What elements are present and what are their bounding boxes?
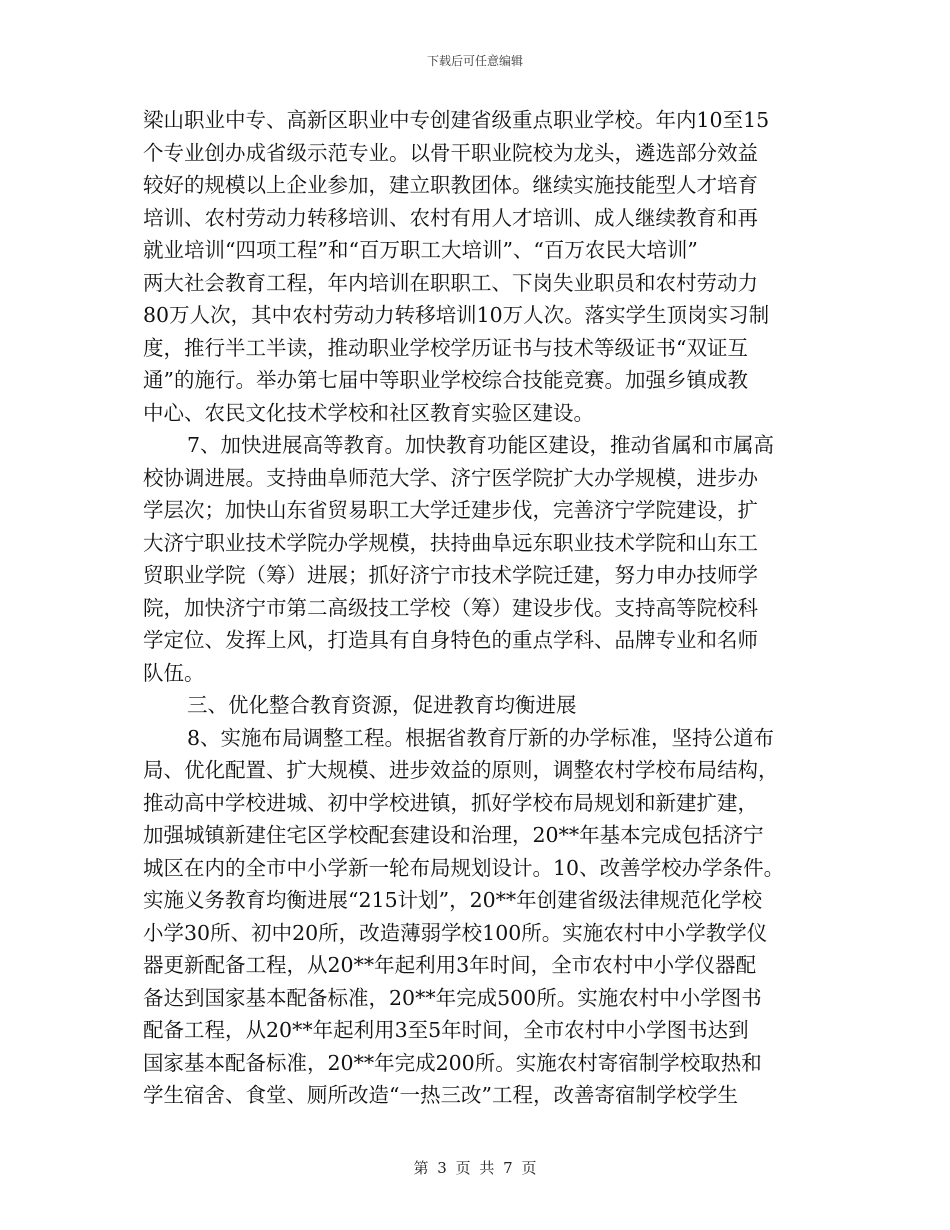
text-line: 配备工程，从20**年起利用3至5年时间，全市农村中小学图书达到 xyxy=(143,1018,749,1042)
text-line: 就业培训“四项工程”和“百万职工大培训”、“百万农民大培训” xyxy=(143,238,698,262)
text-line: 学层次；加快山东省贸易职工大学迁建步伐，完善济宁学院建设，扩 xyxy=(143,498,758,522)
text-line: 学生宿舍、食堂、厕所改造“一热三改”工程，改善寄宿制学校学生 xyxy=(143,1083,738,1107)
page-header: 下载后可任意编辑 xyxy=(426,54,523,68)
document-body xyxy=(143,104,807,1112)
text-line: 备达到国家基本配备标准，20**年完成500所。实施农村中小学图书 xyxy=(143,985,762,1010)
text-line: 国家基本配备标准，20**年完成200所。实施农村寄宿制学校取热和 xyxy=(143,1050,762,1075)
page-footer: 第 3 页 共 7 页 xyxy=(413,1159,537,1177)
text-line: 中心、农民文化技术学校和社区教育实验区建设。 xyxy=(143,400,594,425)
text-line: 两大社会教育工程，年内培训在职职工、下岗失业职员和农村劳动力 xyxy=(143,270,758,295)
text-line: 小学30所、初中20所，改造薄弱学校100所。实施农村中小学教学仪 xyxy=(143,920,768,945)
text-line: 个专业创办成省级示范专业。以骨干职业院校为龙头，遴选部分效益 xyxy=(143,140,758,165)
text-line: 较好的规模以上企业参加，建立职教团体。继续实施技能型人才培育 xyxy=(143,173,758,197)
text-line: 队伍。 xyxy=(143,660,205,685)
text-line: 城区在内的全市中小学新一轮布局规划设计。10、改善学校办学条件。 xyxy=(143,855,785,880)
text-line: 推动高中学校进城、初中学校进镇，抓好学校布局规划和新建扩建， xyxy=(143,790,758,815)
paragraph-start: 7、加快进展高等教育。加快教育功能区建设，推动省属和市属高 xyxy=(187,433,775,457)
text-line: 80万人次，其中农村劳动力转移培训10万人次。落实学生顶岗实习制 xyxy=(143,303,770,327)
text-line: 度，推行半工半读，推动职业学校学历证书与技术等级证书“双证互 xyxy=(143,335,748,360)
section-heading: 三、优化整合教育资源，促进教育均衡进展 xyxy=(187,693,577,717)
text-line: 器更新配备工程，从20**年起利用3年时间，全市农村中小学仪器配 xyxy=(143,953,757,977)
text-line: 贸职业学院（筹）进展；抓好济宁市技术学院迁建，努力申办技师学 xyxy=(143,563,758,587)
text-line: 局、优化配置、扩大规模、进步效益的原则，调整农村学校布局结构， xyxy=(143,758,779,782)
text-line: 大济宁职业技术学院办学规模，扶持曲阜远东职业技术学院和山东工 xyxy=(143,530,758,555)
text-line: 通”的施行。举办第七届中等职业学校综合技能竞赛。加强乡镇成教 xyxy=(143,368,748,392)
text-line: 校协调进展。支持曲阜师范大学、济宁医学院扩大办学规模，进步办 xyxy=(143,465,758,490)
paragraph-start: 8、实施布局调整工程。根据省教育厅新的办学标准，坚持公道布 xyxy=(187,725,775,750)
text-line: 院，加快济宁市第二高级技工学校（筹）建设步伐。支持高等院校科 xyxy=(143,595,758,620)
text-line: 培训、农村劳动力转移培训、农村有用人才培训、成人继续教育和再 xyxy=(143,205,758,230)
text-line: 梁山职业中专、高新区职业中专创建省级重点职业学校。年内10至15 xyxy=(143,108,770,132)
text-line: 加强城镇新建住宅区学校配套建设和治理，20**年基本完成包括济宁 xyxy=(143,823,764,847)
text-line: 学定位、发挥上风，打造具有自身特色的重点学科、品牌专业和名师 xyxy=(143,628,758,652)
text-line: 实施义务教育均衡进展“215计划”，20**年创建省级法律规范化学校 xyxy=(143,888,763,912)
